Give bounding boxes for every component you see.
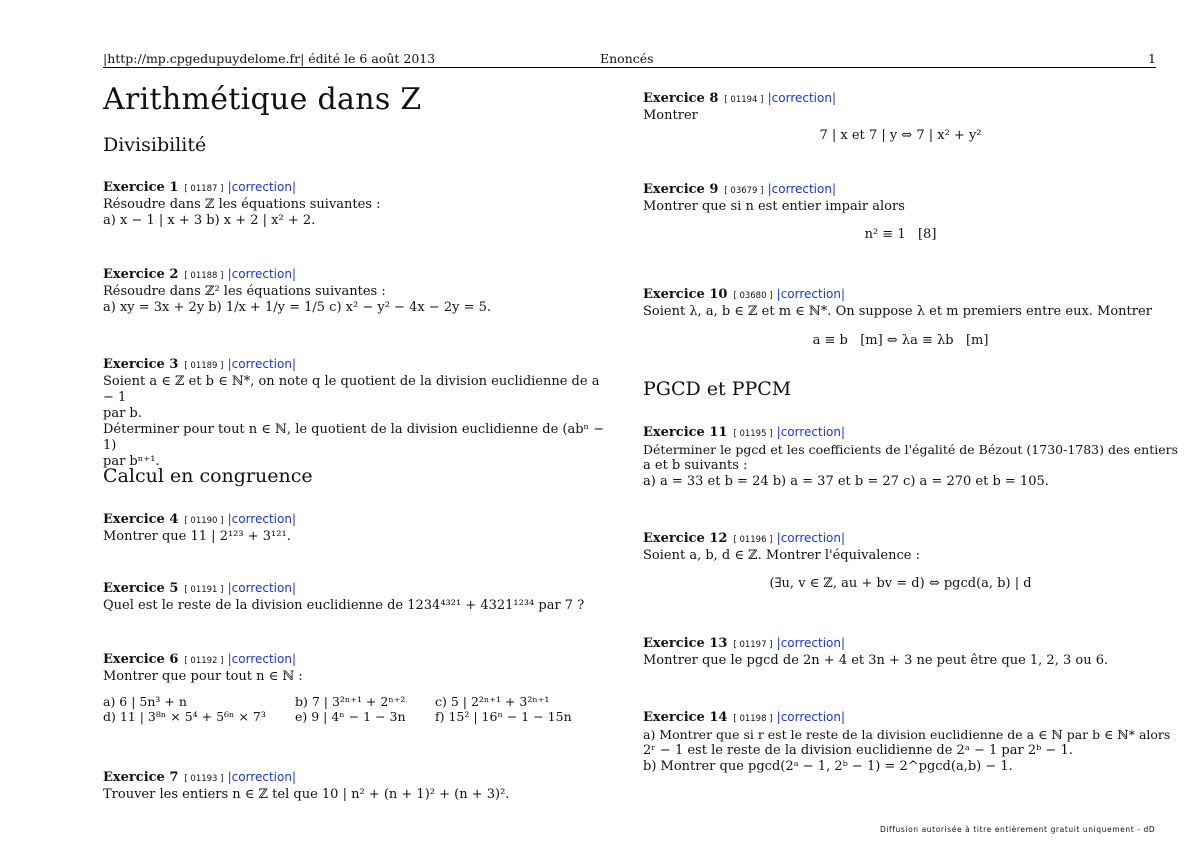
exercise-text: Montrer — [643, 108, 698, 123]
exercise-text: Soient λ, a, b ∈ ℤ et m ∈ ℕ*. On suppose λ et m premiers entre eux. Montrer — [643, 304, 1152, 319]
exercise-text: Montrer que pour tout n ∈ ℕ : — [103, 669, 303, 684]
correction-link[interactable]: |correction| — [776, 287, 846, 301]
correction-link[interactable]: |correction| — [227, 581, 297, 595]
section-congruence: Calcul en congruence — [103, 465, 313, 487]
exercise-title: Exercice 14 — [643, 710, 728, 725]
exercise-title: Exercice 9 — [643, 182, 719, 197]
exercise-title: Exercice 12 — [643, 531, 728, 546]
exercise-id: [ 01191 ] — [184, 585, 224, 595]
exercise-6 — [103, 651, 608, 724]
exercise-5 — [103, 580, 608, 614]
display-formula: (∃u, v ∈ ℤ, au + bv = d) ⇔ pgcd(a, b) | d — [769, 576, 1032, 591]
exercise-11 — [643, 424, 1179, 490]
section-divisibilite: Divisibilité — [103, 134, 207, 156]
exercise-id: [ 01194 ] — [724, 95, 764, 105]
exercise-id: [ 01190 ] — [184, 516, 224, 526]
exercise-id: [ 03680 ] — [733, 291, 773, 301]
exercise-id: [ 01195 ] — [733, 429, 773, 439]
exercise-item: a) 6 | 5n³ + n — [103, 694, 187, 709]
exercise-title: Exercice 4 — [103, 512, 179, 527]
exercise-title: Exercice 7 — [103, 770, 179, 785]
section-pgcd: PGCD et PPCM — [643, 378, 792, 400]
exercise-item: f) 15² | 16ⁿ − 1 − 15n — [435, 709, 572, 724]
page-header — [103, 49, 1156, 67]
exercise-text: Déterminer pour tout n ∈ ℕ, le quotient de la division euclidienne de (abⁿ − 1) — [103, 422, 605, 453]
exercise-text: a et b suivants : — [643, 458, 748, 473]
exercise-text: par bⁿ⁺¹. — [103, 454, 160, 469]
exercise-text: 2ʳ − 1 est le reste de la division euclidienne de 2ᵃ − 1 par 2ᵇ − 1. — [643, 743, 1073, 758]
exercise-10 — [643, 286, 1158, 349]
display-formula: n² ≡ 1 [8] — [864, 227, 937, 242]
exercise-text: Soient a, b, d ∈ ℤ. Montrer l'équivalence : — [643, 548, 920, 563]
footer-notice: Diffusion autorisée à titre entièrement gratuit uniquement - dD — [880, 825, 1156, 834]
exercise-text: par b. — [103, 406, 142, 421]
exercise-3 — [103, 356, 608, 470]
exercise-items — [103, 694, 608, 724]
correction-link[interactable]: |correction| — [227, 652, 297, 666]
exercise-text: Montrer que le pgcd de 2n + 4 et 3n + 3 ne peut être que 1, 2, 3 ou 6. — [643, 653, 1109, 668]
correction-link[interactable]: |correction| — [776, 531, 846, 545]
exercise-text: a) Montrer que si r est le reste de la division euclidienne de a ∈ ℕ par b ∈ ℕ* alors — [643, 727, 1171, 742]
correction-link[interactable]: |correction| — [227, 357, 297, 371]
exercise-13 — [643, 635, 1158, 669]
exercise-id: [ 01198 ] — [733, 714, 773, 724]
exercise-2 — [103, 266, 608, 316]
exercise-text: a) xy = 3x + 2y b) 1/x + 1/y = 1/5 c) x² − y² − 4x − 2y = 5. — [103, 300, 492, 315]
exercise-text: Quel est le reste de la division euclidienne de 1234⁴³²¹ + 4321¹²³⁴ par 7 ? — [103, 598, 585, 613]
exercise-4 — [103, 511, 608, 545]
exercise-id: [ 01193 ] — [184, 774, 224, 784]
correction-link[interactable]: |correction| — [776, 710, 846, 724]
exercise-id: [ 01197 ] — [733, 640, 773, 650]
correction-link[interactable]: |correction| — [767, 91, 837, 105]
exercise-item: c) 5 | 2²ⁿ⁺¹ + 3²ⁿ⁺¹ — [435, 694, 550, 709]
correction-link[interactable]: |correction| — [227, 770, 297, 784]
exercise-text: Résoudre dans ℤ les équations suivantes : — [103, 197, 381, 212]
exercise-title: Exercice 13 — [643, 636, 728, 651]
exercise-text: Trouver les entiers n ∈ ℤ tel que 10 | n² + (n + 1)² + (n + 3)². — [103, 787, 510, 802]
exercise-text: b) Montrer que pgcd(2ᵃ − 1, 2ᵇ − 1) = 2^pgcd(a,b) − 1. — [643, 759, 1013, 774]
exercise-7 — [103, 769, 608, 803]
exercise-9 — [643, 181, 1158, 243]
exercise-title: Exercice 2 — [103, 267, 179, 282]
exercise-title: Exercice 3 — [103, 357, 179, 372]
exercise-id: [ 01196 ] — [733, 535, 773, 545]
correction-link[interactable]: |correction| — [767, 182, 837, 196]
correction-link[interactable]: |correction| — [227, 267, 297, 281]
exercise-text: Montrer que si n est entier impair alors — [643, 199, 905, 214]
correction-link[interactable]: |correction| — [227, 512, 297, 526]
correction-link[interactable]: |correction| — [776, 636, 846, 650]
exercise-text: a) x − 1 | x + 3 b) x + 2 | x² + 2. — [103, 213, 316, 228]
exercise-id: [ 01187 ] — [184, 184, 224, 194]
exercise-title: Exercice 5 — [103, 581, 179, 596]
header-rule — [103, 67, 1156, 68]
exercise-title: Exercice 6 — [103, 652, 179, 667]
correction-link[interactable]: |correction| — [776, 425, 846, 439]
correction-link[interactable]: |correction| — [227, 180, 297, 194]
exercise-title: Exercice 11 — [643, 425, 728, 440]
exercise-text: Résoudre dans ℤ² les équations suivantes : — [103, 284, 386, 299]
exercise-title: Exercice 10 — [643, 287, 728, 302]
exercise-12 — [643, 530, 1158, 592]
exercise-text: a) a = 33 et b = 24 b) a = 37 et b = 27 c) a = 270 et b = 105. — [643, 474, 1049, 489]
header-section: Enoncés — [600, 51, 654, 66]
exercise-title: Exercice 8 — [643, 91, 719, 106]
exercise-item: b) 7 | 3²ⁿ⁺¹ + 2ⁿ⁺² — [295, 694, 406, 709]
display-formula: 7 | x et 7 | y ⇔ 7 | x² + y² — [819, 128, 982, 143]
exercise-id: [ 03679 ] — [724, 186, 764, 196]
exercise-1 — [103, 179, 608, 229]
exercise-14 — [643, 709, 1171, 775]
document-title: Arithmétique dans Z — [103, 82, 422, 117]
exercise-item: e) 9 | 4ⁿ − 1 − 3n — [295, 709, 406, 724]
exercise-text: Déterminer le pgcd et les coefficients de l'égalité de Bézout (1730-1783) des entiers — [643, 442, 1179, 457]
exercise-text: Montrer que 11 | 2¹²³ + 3¹²¹. — [103, 529, 291, 544]
exercise-id: [ 01188 ] — [184, 271, 224, 281]
page-number: 1 — [1148, 51, 1156, 66]
exercise-text: Soient a ∈ ℤ et b ∈ ℕ*, on note q le quotient de la division euclidienne de a − 1 — [103, 374, 600, 405]
exercise-id: [ 01192 ] — [184, 656, 224, 666]
exercise-item: d) 11 | 3⁸ⁿ × 5⁴ + 5⁶ⁿ × 7³ — [103, 709, 266, 724]
display-formula: a ≡ b [m] ⇔ λa ≡ λb [m] — [812, 333, 989, 348]
header-source: |http://mp.cpgedupuydelome.fr| édité le 6 août 2013 — [103, 51, 436, 66]
exercise-8 — [643, 90, 1158, 144]
exercise-id: [ 01189 ] — [184, 361, 224, 371]
exercise-title: Exercice 1 — [103, 180, 179, 195]
